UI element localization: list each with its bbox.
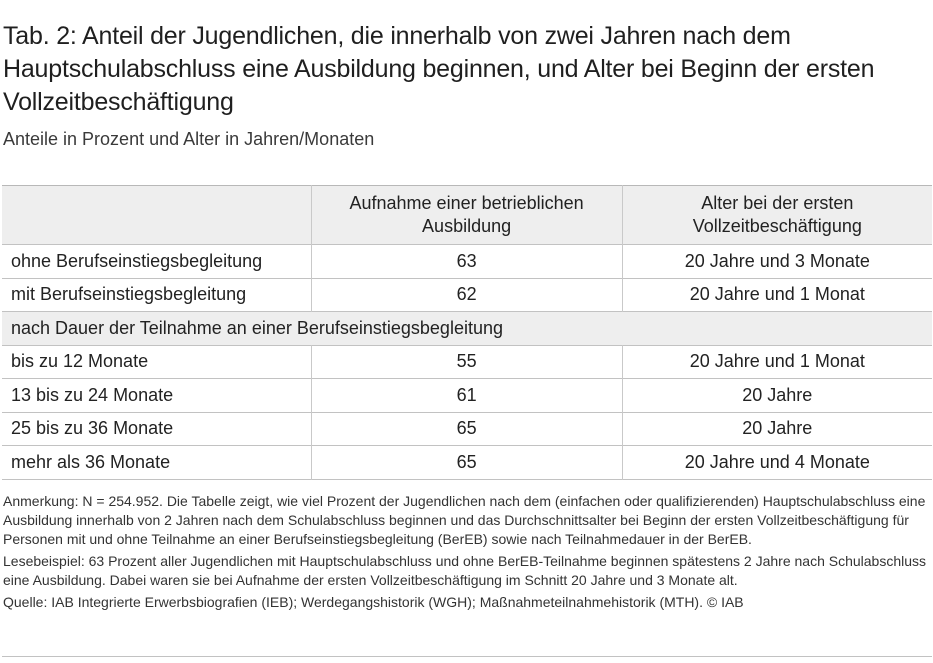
table-row (2, 446, 932, 480)
row-share: 65 (311, 446, 622, 480)
data-table (2, 185, 932, 480)
row-label: 13 bis zu 24 Monate (11, 384, 174, 405)
row-share: 63 (311, 245, 622, 279)
row-age: 20 Jahre und 3 Monate (622, 245, 932, 279)
row-label: ohne Berufseinstiegsbegleitung (11, 250, 263, 271)
row-label: mehr als 36 Monate (11, 451, 171, 472)
bottom-divider (2, 656, 932, 657)
section-header-row (2, 312, 932, 346)
row-age: 20 Jahre und 1 Monat (622, 278, 932, 312)
row-share: 61 (311, 379, 622, 413)
row-age: 20 Jahre und 1 Monat (622, 345, 932, 379)
table-row (2, 278, 932, 312)
row-label: bis zu 12 Monate (11, 351, 149, 372)
table-row (2, 245, 932, 279)
header-empty-cell (2, 186, 311, 245)
row-age: 20 Jahre (622, 379, 932, 413)
source-note: Quelle: IAB Integrierte Erwerbsbiografien (IEB); Werdegangshistorik (WGH); Maßnahmeteilnahmehistorik (MTH). © IAB (3, 594, 744, 610)
header-age-first-employment: Alter bei der ersten Vollzeitbeschäftigung (622, 186, 932, 245)
row-label: mit Berufseinstiegsbegleitung (11, 284, 247, 305)
row-share: 65 (311, 412, 622, 446)
table-row (2, 379, 932, 413)
table-subtitle: Anteile in Prozent und Alter in Jahren/Monaten (3, 129, 375, 149)
table-row (2, 345, 932, 379)
table-row (2, 412, 932, 446)
table-header-row (2, 186, 932, 245)
row-age: 20 Jahre und 4 Monate (622, 446, 932, 480)
header-training-share: Aufnahme einer betrieblichen Ausbildung (311, 186, 622, 245)
table-notes (3, 492, 928, 615)
reading-example-note: Lesebeispiel: 63 Prozent aller Jugendlichen mit Hauptschulabschluss und ohne BerEB-Teilnahme beginnen spätestens 2 Jahre nach Schulabschluss eine Ausbildung. Dabei waren sie bei Aufnahme der ersten Vollzeitbeschäftigung im Schnitt 20 Jahre und 3 Monate alt. (3, 553, 927, 588)
row-label: 25 bis zu 36 Monate (11, 418, 174, 439)
table-title: Tab. 2: Anteil der Jugendlichen, die innerhalb von zwei Jahren nach dem Hauptschulabschluss eine Ausbildung beginnen, und Alter bei Beginn der ersten Vollzeitbeschäftigung (3, 22, 875, 116)
row-share: 62 (311, 278, 622, 312)
row-age: 20 Jahre (622, 412, 932, 446)
row-share: 55 (311, 345, 622, 379)
annotation-note: Anmerkung: N = 254.952. Die Tabelle zeigt, wie viel Prozent der Jugendlichen nach dem (einfachen oder qualifizierenden) Hauptschulabschluss eine Ausbildung innerhalb von 2 Jahren nach dem Schulabschluss beginnen und das Durchschnittsalter bei Beginn der ersten Vollzeitbeschäftigung für Personen mit und ohne Teilnahme an einer Berufseinstiegsbegleitung (BerEB) sowie nach Teilnahmedauer in der BerEB. (3, 493, 926, 547)
section-label: nach Dauer der Teilnahme an einer Berufseinstiegsbegleitung (11, 317, 503, 338)
